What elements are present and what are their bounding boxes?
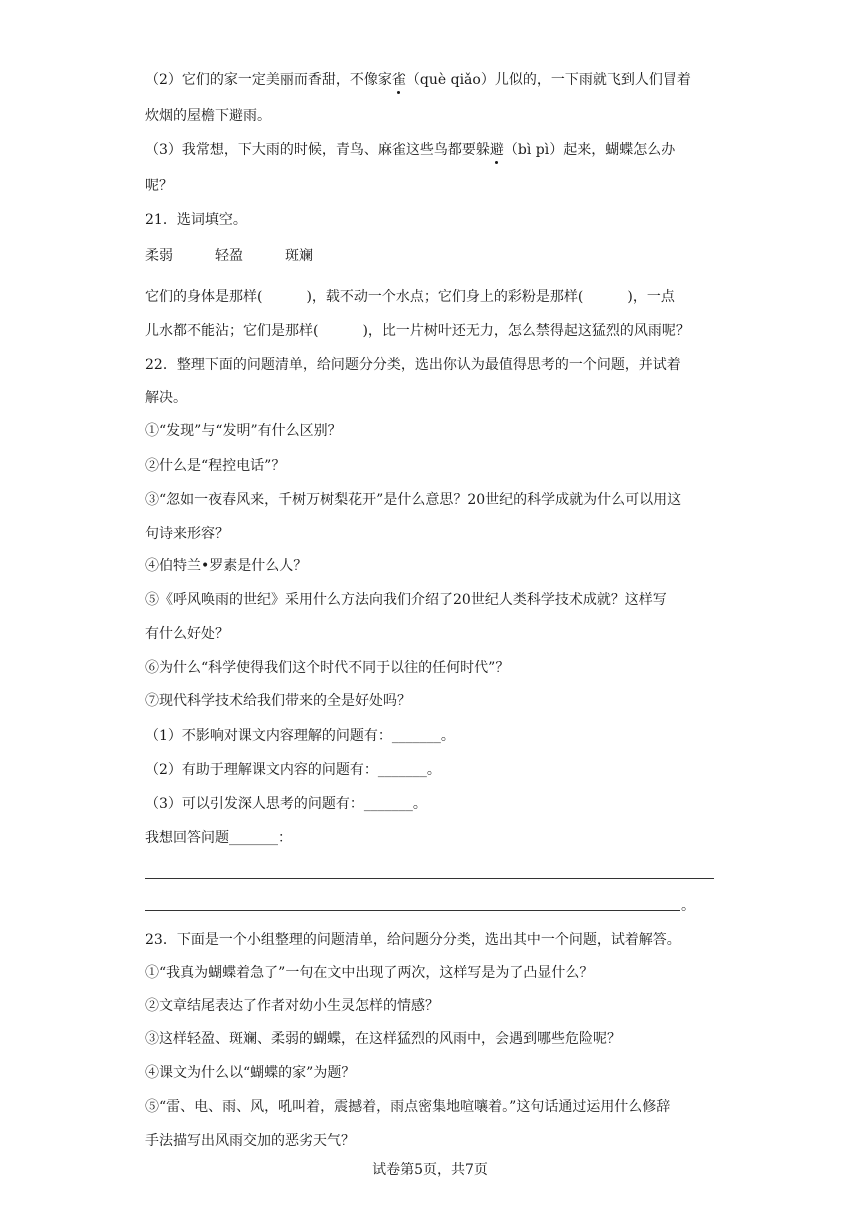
q22-subquestion-2: （2）有助于理解课文内容的问题有：_______。 (145, 762, 441, 778)
answer-line[interactable] (145, 910, 680, 911)
q22-title-cont: 解决。 (145, 390, 187, 406)
q21-word-bank (145, 246, 313, 266)
q22-item-cont: 有什么好处？ (145, 626, 229, 642)
q22-item: ⑥为什么“科学使得我们这个时代不同于以往的任何时代”？ (145, 660, 510, 676)
q22-item: ③“忽如一夜春风来，千树万树梨花开”是什么意思？20世纪的科学成就为什么可以用这 (145, 492, 682, 508)
page-footer: 试卷第5页，共7页 (372, 1162, 488, 1178)
q20-sentence-3: （3）我常想，下大雨的时候，青鸟、麻雀这些鸟都要躲避（bì pì）起来，蝴蝶怎么办 (145, 142, 676, 158)
q20-sentence-2-cont: 炊烟的屋檐下避雨。 (145, 108, 271, 124)
q21-fill-line-2: 儿水都不能沾；它们是那样( )，比一片树叶还无力，怎么禁得起这猛烈的风雨呢？ (145, 323, 690, 339)
q22-title: 22．整理下面的问题清单，给问题分分类，选出你认为最值得思考的一个问题，并试着 (145, 357, 681, 373)
emphasis-char: 雀 (391, 72, 406, 88)
q23-title: 23．下面是一个小组整理的问题清单，给问题分分类，选出其中一个问题，试着解答。 (145, 932, 681, 948)
word-option: 柔弱 (145, 248, 173, 264)
q22-subquestion-1: （1）不影响对课文内容理解的问题有：_______。 (145, 728, 455, 744)
q23-item-cont: 手法描写出风雨交加的恶劣天气？ (145, 1133, 355, 1149)
q23-item: ③这样轻盈、斑斓、柔弱的蝴蝶，在这样猛烈的风雨中，会遇到哪些危险呢？ (145, 1031, 621, 1047)
q22-item: ⑤《呼风唤雨的世纪》采用什么方法向我们介绍了20世纪人类科学技术成就？这样写 (145, 592, 667, 608)
emphasis-char: 避 (489, 142, 504, 158)
q23-item: ①“我真为蝴蝶着急了”一句在文中出现了两次，这样写是为了凸显什么？ (145, 965, 594, 981)
q20-sentence-3-cont: 呢？ (145, 178, 173, 194)
q22-item: ⑦现代科学技术给我们带来的全是好处吗？ (145, 693, 411, 709)
q22-item-cont: 句诗来形容？ (145, 526, 229, 542)
word-option: 轻盈 (215, 248, 243, 264)
q22-subquestion-3: （3）可以引发深人思考的问题有：_______。 (145, 796, 427, 812)
q23-item: ②文章结尾表达了作者对幼小生灵怎样的情感？ (145, 998, 439, 1014)
q22-answer-prompt: 我想回答问题_______： (145, 830, 292, 846)
answer-end-mark: 。 (681, 898, 695, 914)
q23-item: ④课文为什么以“蝴蝶的家”为题？ (145, 1065, 356, 1081)
q22-item: ④伯特兰•罗素是什么人？ (145, 558, 308, 574)
q22-item: ①“发现”与“发明”有什么区别？ (145, 423, 342, 439)
q22-item: ②什么是“程控电话”？ (145, 458, 286, 474)
q23-item: ⑤“雷、电、雨、风，吼叫着，震撼着，雨点密集地喧嚷着。”这句话通过运用什么修辞 (145, 1099, 671, 1115)
q21-fill-line-1: 它们的身体是那样( )，载不动一个水点；它们身上的彩粉是那样( )，一点 (145, 289, 675, 305)
q20-sentence-2: （2）它们的家一定美丽而香甜，不像家雀（què qiǎo）儿似的，一下雨就飞到人们冒着 (145, 72, 691, 88)
word-option: 斑斓 (285, 248, 313, 264)
q21-title: 21．选词填空。 (145, 212, 247, 228)
answer-line[interactable] (145, 878, 714, 879)
